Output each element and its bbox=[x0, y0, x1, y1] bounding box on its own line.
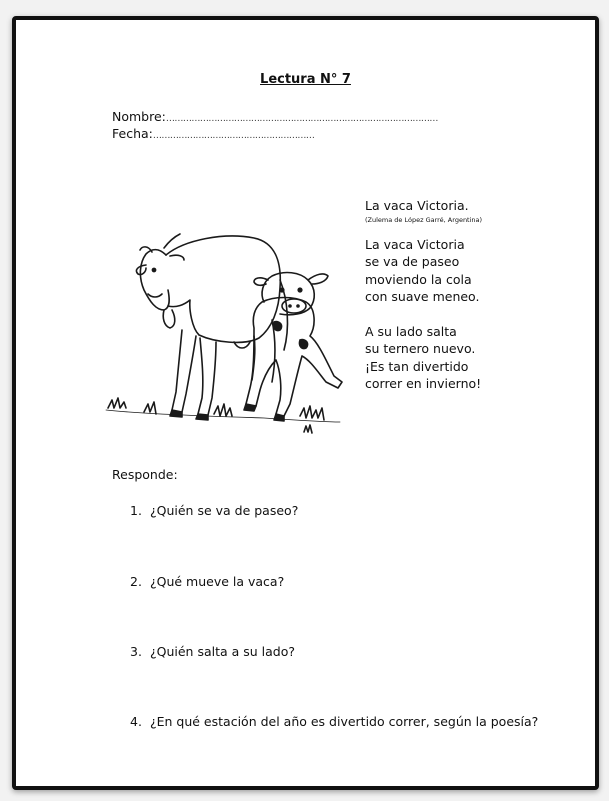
poem-line: se va de paseo bbox=[365, 254, 460, 269]
worksheet-page bbox=[12, 16, 599, 790]
date-field[interactable] bbox=[112, 126, 314, 141]
poem-line: A su lado salta bbox=[365, 323, 457, 339]
question-3 bbox=[130, 644, 295, 659]
name-line: …………………………………………………………………………………… bbox=[165, 114, 438, 124]
poem-line: correr en invierno! bbox=[365, 376, 482, 391]
responde-label: Responde: bbox=[112, 467, 178, 482]
question-number: 1. bbox=[130, 503, 142, 518]
question-text: ¿Quién se va de paseo? bbox=[149, 503, 299, 518]
question-1 bbox=[130, 503, 298, 518]
poem-author: (Zulema de López Garré, Argentina) bbox=[365, 215, 483, 224]
poem-line: su ternero nuevo. bbox=[365, 341, 476, 356]
name-label: Nombre: bbox=[112, 109, 166, 124]
poem-line: moviendo la cola bbox=[365, 271, 472, 287]
name-field[interactable] bbox=[112, 109, 438, 124]
question-text: ¿Quién salta a su lado? bbox=[149, 644, 296, 659]
question-text: ¿Qué mueve la vaca? bbox=[149, 574, 285, 589]
cow-and-calf-illustration bbox=[104, 210, 359, 445]
poem-line: con suave meneo. bbox=[365, 289, 480, 304]
date-line: ………………………………………………… bbox=[152, 131, 315, 141]
date-label: Fecha: bbox=[112, 126, 153, 141]
worksheet-title: Lectura N° 7 bbox=[260, 72, 351, 87]
poem-title: La vaca Victoria. bbox=[365, 198, 469, 213]
question-number: 2. bbox=[130, 574, 142, 589]
poem bbox=[365, 197, 482, 393]
question-2 bbox=[130, 574, 284, 589]
poem-line: La vaca Victoria bbox=[365, 236, 465, 252]
stanza-gap bbox=[365, 306, 482, 323]
poem-line: ¡Es tan divertido bbox=[365, 358, 469, 374]
question-text: ¿En qué estación del año es divertido correr, según la poesía? bbox=[149, 714, 539, 729]
question-number: 4. bbox=[130, 714, 142, 729]
question-number: 3. bbox=[130, 644, 142, 659]
question-4 bbox=[130, 714, 538, 729]
